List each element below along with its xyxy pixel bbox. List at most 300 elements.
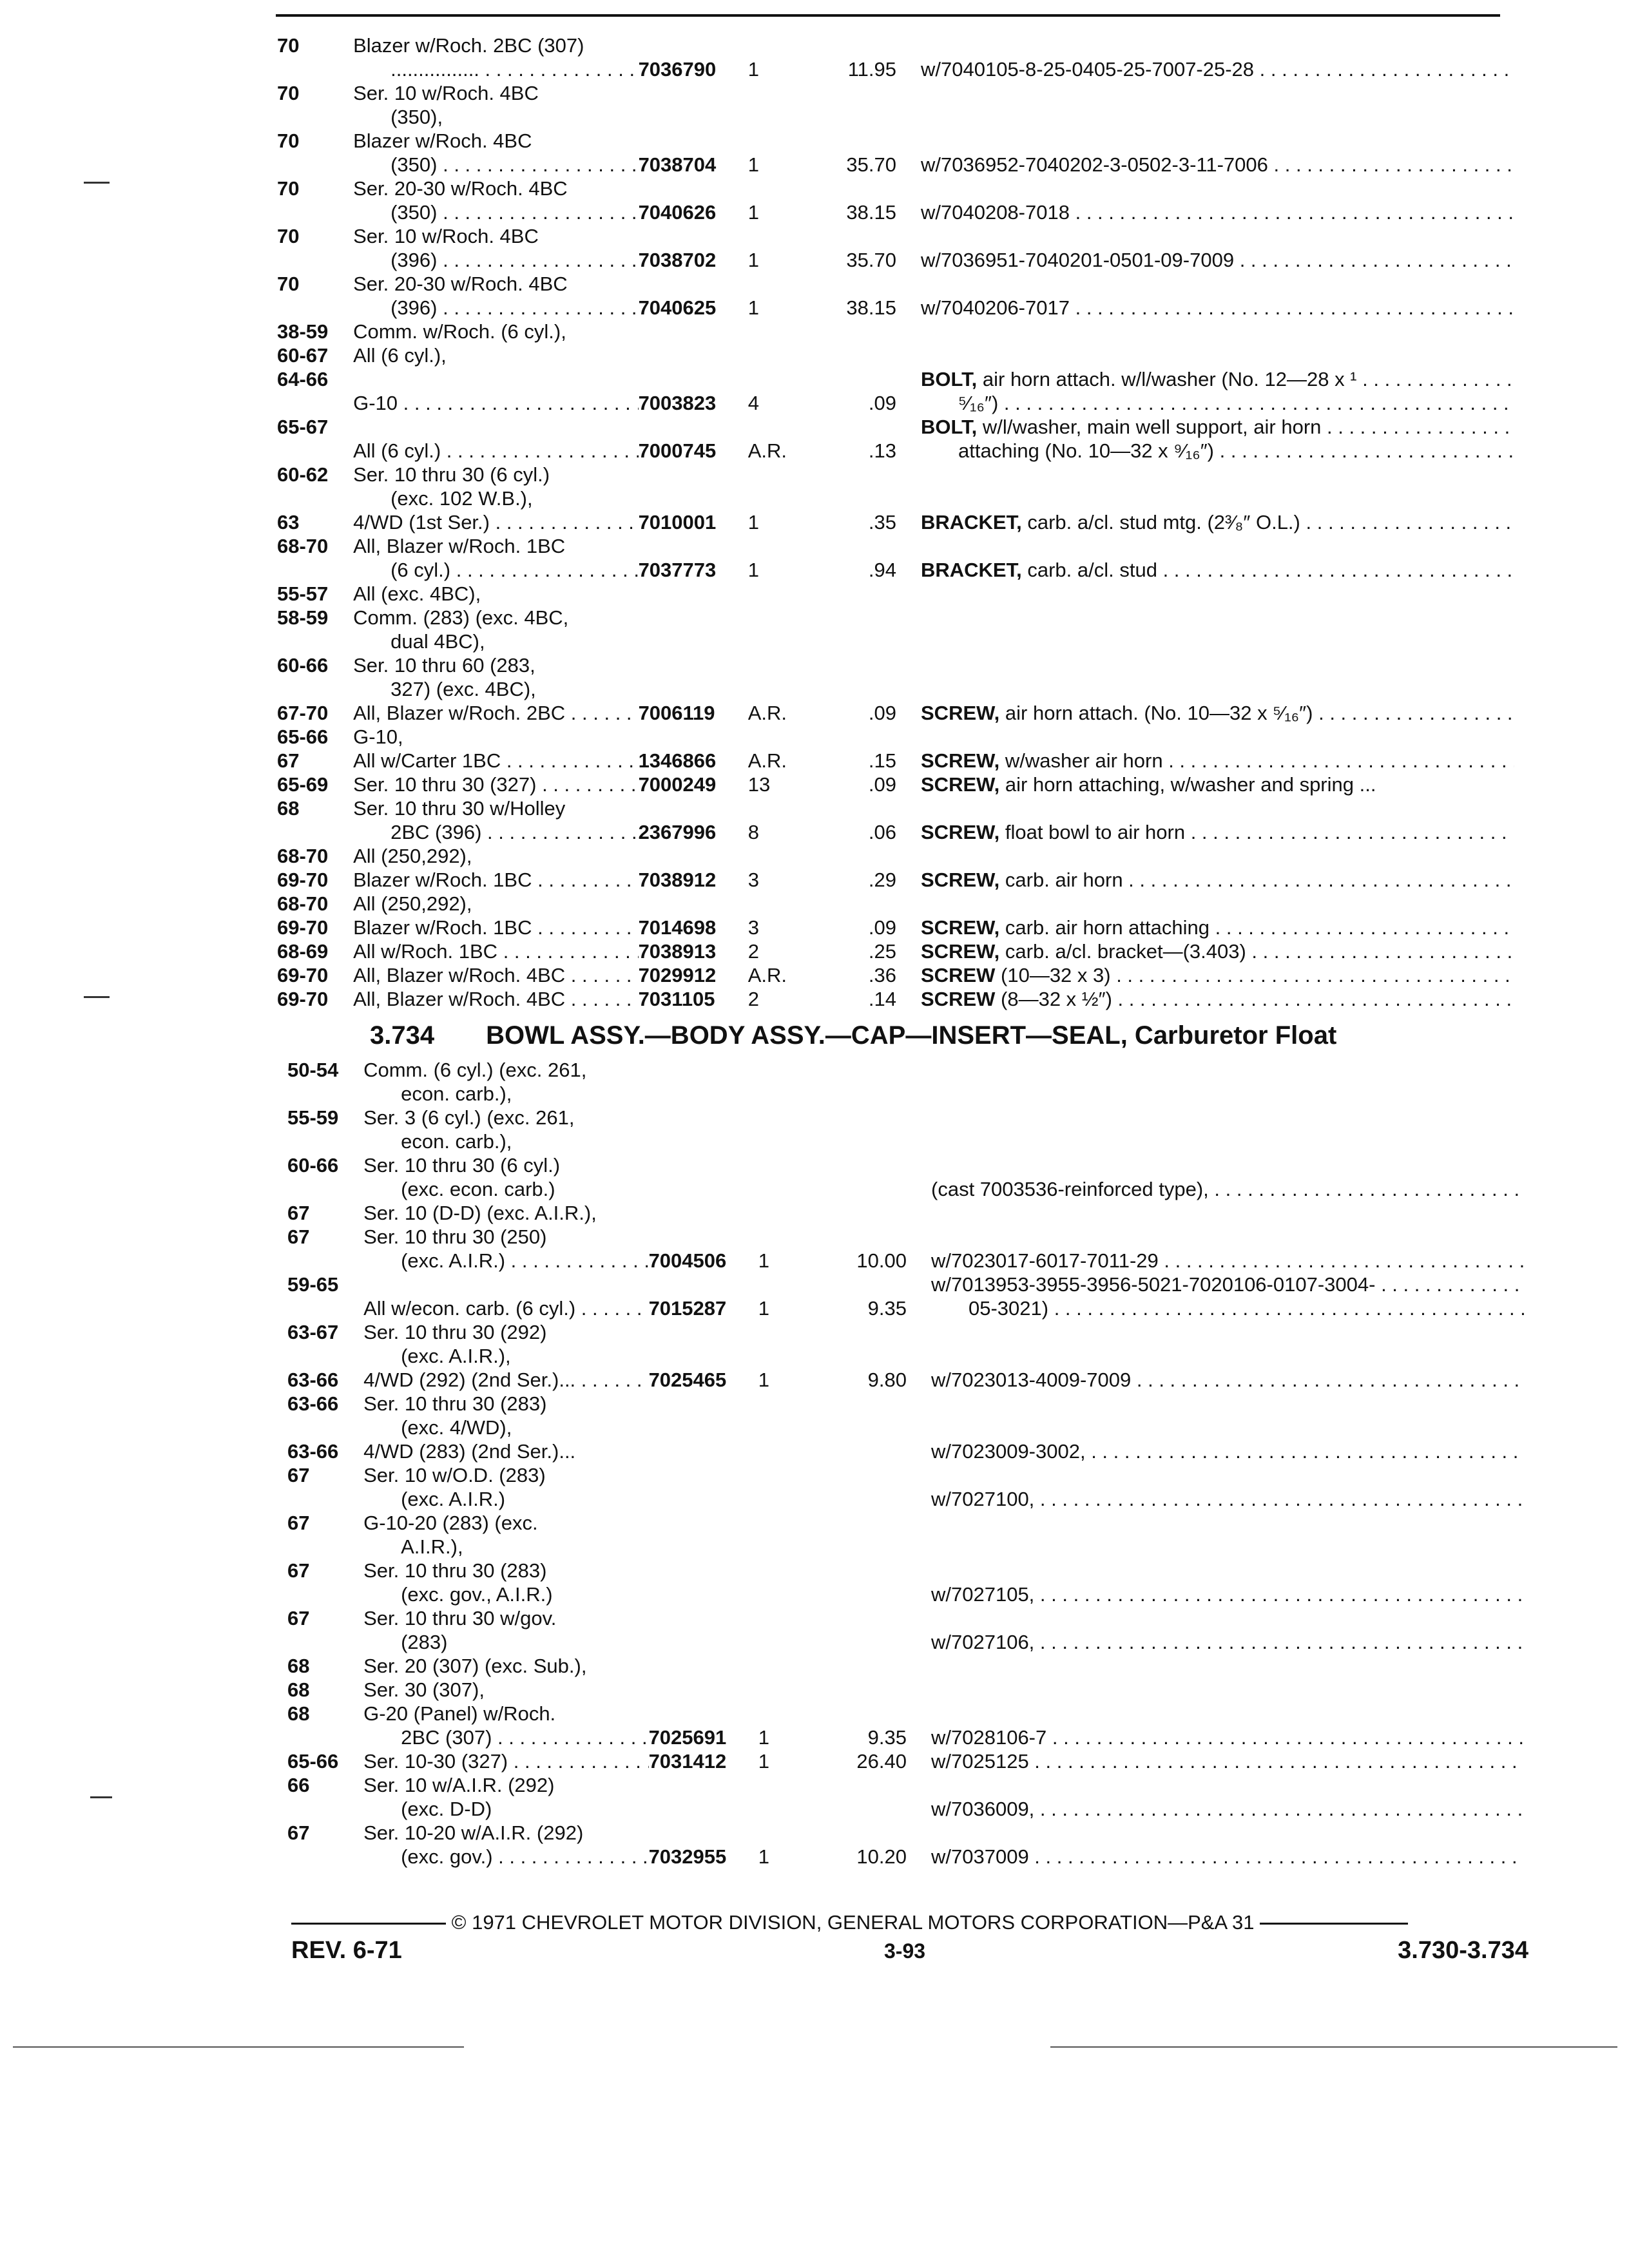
application [353,749,638,773]
description [921,963,1514,987]
description [931,1749,1525,1773]
year-range: 65-67 [277,416,329,438]
list-price: 11.95 [847,58,896,81]
description-line [921,57,1514,81]
application-line: (350) . . . [353,153,638,177]
part-number [649,1201,758,1225]
part-number: 7037773 [638,559,717,581]
list-price [810,1678,931,1702]
description-line [921,510,1514,534]
year-range: 60-62 [277,463,329,486]
application-line: A.I.R.), [401,1535,463,1558]
quantity [748,81,800,129]
description-line [921,987,1514,1011]
application [363,1749,648,1773]
year-range: 63 [277,511,300,533]
quantity: 13 [747,773,771,796]
description [921,844,1514,868]
year-range: 68-70 [277,845,329,867]
list-price: 35.70 [846,153,896,176]
quantity: A.R. [747,749,787,772]
part-row [277,34,1514,81]
application [353,844,638,868]
description [931,1368,1525,1392]
part-row [287,1153,1525,1201]
part-row [287,1273,1525,1320]
description-line [931,1439,1525,1463]
part-number: 7006119 [638,702,715,724]
description-line [931,1273,1525,1296]
part-number: 7031412 [648,1750,727,1773]
application [353,81,638,129]
footer [291,1937,1528,1969]
description-line [921,868,1514,892]
part-row [277,272,1514,320]
quantity: A.R. [747,702,787,724]
part-row [277,653,1514,701]
application-line: All, Blazer w/Roch. 2BC . . . . [353,701,638,725]
description-text: w/7025125 [931,1750,1029,1773]
description [931,1273,1525,1320]
description-text: w/7027100, [931,1488,1035,1510]
description-text: w/7023013-4009-7009 [931,1369,1132,1391]
part-number: 7038912 [638,869,717,891]
application-line: G-10 . . . [353,391,638,415]
description-line [921,820,1514,844]
description-line [931,1296,1525,1320]
description [921,81,1514,129]
application-line: (exc. gov.) . . . [363,1845,648,1869]
application-line: (396) . . . [353,248,638,272]
year-range: 65-69 [277,773,329,796]
part-type-keyword: SCREW, [921,869,1000,891]
description-line [921,749,1514,773]
year-range: 65-66 [277,726,329,748]
quantity [748,725,800,749]
list-price [810,1773,931,1821]
application [363,1201,648,1225]
quantity: A.R. [747,964,787,986]
parts-table [277,34,1514,1011]
list-price: 26.40 [856,1750,907,1773]
part-number: 7014698 [638,916,717,939]
part-row [277,534,1514,582]
application-line: Ser. 20 (307) (exc. Sub.), [363,1655,587,1677]
application [353,963,638,987]
description [921,320,1514,343]
description-text: w/7027105, [931,1583,1035,1606]
margin-mark [84,182,110,184]
list-price [800,892,921,916]
description-line [931,1845,1525,1869]
part-number [639,81,748,129]
part-number: 7036790 [638,58,717,81]
application [363,1225,648,1273]
quantity: 1 [758,1249,769,1272]
list-price [800,463,921,510]
year-range: 67 [287,1559,310,1582]
description-text: w/washer air horn [1005,749,1163,772]
part-row [287,1654,1525,1678]
application-line: All, Blazer w/Roch. 1BC [353,535,566,557]
year-range: 63-66 [287,1440,339,1463]
description [931,1058,1525,1106]
part-number: 7032955 [648,1845,727,1868]
list-price: .94 [868,559,896,581]
application-line: Ser. 10 thru 30 (292) [363,1321,547,1343]
part-number: 7003823 [638,392,717,414]
footer-rule-right [1260,1923,1408,1925]
application-line: (exc. econ. carb.) [401,1178,555,1200]
part-number [649,1773,758,1821]
year-range: 68-69 [277,940,329,963]
application [363,1821,648,1869]
part-type-keyword: BRACKET, [921,559,1022,581]
application-line: Comm. w/Roch. (6 cyl.), [353,320,566,343]
application-line: Blazer w/Roch. 4BC [353,130,532,152]
quantity [758,1058,810,1106]
application-line: Ser. 10 thru 30 (6 cyl.) [363,1154,561,1177]
application [363,1320,648,1368]
list-price: .06 [868,821,896,843]
quantity [758,1559,810,1606]
list-price: .15 [868,749,896,772]
description-text: w/7023009-3002, [931,1440,1086,1463]
application-line: 2BC (307) . . . [363,1725,648,1749]
description [931,1225,1525,1273]
year-range: 63-66 [287,1392,339,1415]
application [363,1392,648,1439]
part-row [277,987,1514,1011]
list-price [810,1654,931,1678]
application [353,343,638,367]
part-row [277,844,1514,868]
description-text: w/7036952-7040202-3-0502-3-11-7006 [921,153,1268,176]
application-line: G-20 (Panel) w/Roch. [363,1702,556,1725]
year-range: 67 [287,1821,310,1844]
application-line: econ. carb.), [401,1082,512,1105]
application [353,916,638,939]
quantity: 1 [747,201,759,224]
application-line: econ. carb.), [401,1130,512,1153]
list-price: 38.15 [846,201,896,224]
description-line [921,939,1514,963]
part-row [277,582,1514,606]
application [353,892,638,916]
year-range: 69-70 [277,869,329,891]
page-number: 3-93 [884,1939,926,1963]
application-line: (exc. 4/WD), [401,1416,512,1439]
list-price: .09 [868,773,896,796]
part-row [277,415,1514,463]
application-line: 327) (exc. 4BC), [390,678,536,700]
year-range: 68 [287,1655,310,1677]
margin-mark [84,996,110,998]
application-line: dual 4BC), [390,630,485,653]
part-number: 2367996 [638,821,717,843]
description-text: attaching (No. 10—32 x ⁹⁄₁₆″) [958,439,1215,462]
description [921,343,1514,367]
description [921,463,1514,510]
application [363,1654,648,1678]
quantity: 1 [747,153,759,176]
application [353,320,638,343]
year-range: 65-66 [287,1750,339,1773]
application-line: Ser. 20-30 w/Roch. 4BC [353,177,568,200]
part-row [277,367,1514,415]
description [921,129,1514,177]
year-range: 69-70 [277,964,329,986]
part-number [649,1392,758,1439]
part-row [287,1225,1525,1273]
year-range: 70 [277,225,300,247]
application-line: Ser. 10 thru 30 w/gov. [363,1607,557,1629]
quantity: 4 [747,392,759,414]
application [353,987,638,1011]
application [353,463,638,510]
part-row [277,892,1514,916]
footer-copyright-line [291,1911,1528,1934]
application-line: (exc. D-D) [401,1798,492,1820]
application [363,1106,648,1153]
list-price [810,1201,931,1225]
section-number: 3.734 [370,1021,435,1050]
application-line: (6 cyl.) . . . [353,558,638,582]
part-type-keyword: SCREW, [921,916,1000,939]
description-text: w/7013953-3955-3956-5021-7020106-0107-3004- [931,1273,1376,1296]
description-text: float bowl to air horn [1005,821,1186,843]
list-price [800,320,921,343]
application [353,653,638,701]
part-row [277,129,1514,177]
application [353,582,638,606]
description-line [931,1749,1525,1773]
part-row [277,320,1514,343]
description [921,939,1514,963]
application-line: 4/WD (292) (2nd Ser.)... . . . [363,1368,648,1392]
quantity: 1 [758,1845,769,1868]
application [353,773,638,796]
description [931,1773,1525,1821]
application [363,1773,648,1821]
description-line [931,1368,1525,1392]
part-number: 7000745 [638,439,717,462]
description-line [921,701,1514,725]
description [931,1511,1525,1559]
quantity [748,320,800,343]
year-range: 70 [277,273,300,295]
description-line [921,296,1514,320]
year-range: 68-70 [277,892,329,915]
description-text: w/7028106-7 [931,1726,1047,1749]
part-row [287,1702,1525,1749]
list-price [800,725,921,749]
part-number [639,463,748,510]
description [931,1654,1525,1678]
application-line: Blazer w/Roch. 1BC . . . [353,868,638,892]
quantity [748,343,800,367]
part-number [649,1153,758,1201]
parts-list-section-3730 [277,34,1514,1011]
list-price: .35 [868,511,896,533]
description-text: (8—32 x ½″) [1001,988,1112,1010]
list-price [800,844,921,868]
list-price [810,1439,931,1463]
list-price [800,606,921,653]
part-number [639,320,748,343]
year-range: 67 [287,1464,310,1486]
application [363,1368,648,1392]
application-line: Ser. 10 thru 30 (250) [363,1225,547,1248]
description [921,653,1514,701]
application-line: All, Blazer w/Roch. 4BC . . . . [353,963,638,987]
year-range: 67 [287,1202,310,1224]
parts-list-section-3734 [287,1058,1525,1869]
application-line: (350) . . . [353,200,638,224]
part-number: 7029912 [638,964,717,986]
description [931,1678,1525,1702]
part-row [287,1606,1525,1654]
year-range: 55-57 [277,582,329,605]
list-price [810,1106,931,1153]
part-row [277,81,1514,129]
part-number [649,1654,758,1678]
description-text: carb. air horn [1005,869,1123,891]
description [921,224,1514,272]
description [921,796,1514,844]
description-line [921,439,1514,463]
application-line: (exc. A.I.R.) [401,1488,506,1510]
year-range: 60-67 [277,344,329,367]
list-price: .25 [868,940,896,963]
application-line: (396) . . . [353,296,638,320]
quantity: 1 [758,1369,769,1391]
application [363,1678,648,1702]
quantity: 2 [747,988,759,1010]
description [921,892,1514,916]
quantity: 1 [747,58,759,81]
quantity: 1 [758,1750,769,1773]
application-line: All w/Roch. 1BC . . . [353,939,638,963]
quantity: 1 [747,249,759,271]
description-line [921,916,1514,939]
part-row [277,224,1514,272]
part-row [277,749,1514,773]
part-type-keyword: SCREW, [921,749,1000,772]
part-number [649,1106,758,1153]
application [353,725,638,749]
quantity: 2 [747,940,759,963]
description [931,1821,1525,1869]
description [921,749,1514,773]
list-price [810,1058,931,1106]
application [353,534,638,582]
application-line: Comm. (283) (exc. 4BC, [353,606,569,629]
list-price: .14 [868,988,896,1010]
application [363,1273,648,1320]
year-range: 69-70 [277,988,329,1010]
quantity [758,1654,810,1678]
section-range: 3.730-3.734 [1398,1937,1528,1964]
description [921,987,1514,1011]
application [353,34,638,81]
part-number [639,582,748,606]
part-number [649,1463,758,1511]
part-number [639,606,748,653]
quantity [758,1678,810,1702]
description-line [921,248,1514,272]
application [363,1463,648,1511]
description [921,534,1514,582]
part-type-keyword: SCREW, [921,940,1000,963]
part-number [639,343,748,367]
part-number [649,1439,758,1463]
description-line [921,963,1514,987]
year-range: 67 [287,1607,310,1629]
quantity [748,606,800,653]
application-line: Ser. 10 (D-D) (exc. A.I.R.), [363,1202,597,1224]
application-line: All (250,292), [353,845,472,867]
year-range: 69-70 [277,916,329,939]
application [353,701,638,725]
list-price [810,1511,931,1559]
description [921,868,1514,892]
application-line: Ser. 10 thru 30 (283) [363,1559,547,1582]
description [931,1106,1525,1153]
application [353,367,638,415]
list-price: .29 [868,869,896,891]
description-text: (10—32 x 3) [1001,964,1111,986]
margin-mark [90,1796,112,1798]
description-text: carb. a/cl. bracket—(3.403) [1005,940,1246,963]
description [931,1559,1525,1606]
list-price: .09 [868,916,896,939]
description-line [921,200,1514,224]
application-line: (exc. gov., A.I.R.) [401,1583,553,1606]
application [363,1058,648,1106]
year-range: 67-70 [277,702,329,724]
part-number [649,1678,758,1702]
year-range: 60-66 [277,654,329,677]
application [363,1511,648,1559]
quantity: 3 [747,869,759,891]
application-line: All (250,292), [353,892,472,915]
year-range: 67 [277,749,300,772]
list-price [800,81,921,129]
part-row [277,701,1514,725]
part-number [649,1058,758,1106]
description-line [931,1725,1525,1749]
part-row [277,773,1514,796]
part-number: 7004506 [648,1249,727,1272]
part-number: 7040625 [638,296,717,319]
description-text: air horn attach. (No. 10—32 x ⁵⁄₁₆″) [1005,702,1313,724]
list-price [810,1153,931,1201]
part-row [287,1773,1525,1821]
part-type-keyword: BOLT, [921,368,978,390]
quantity: A.R. [747,439,787,462]
quantity [758,1773,810,1821]
description-text: 05-3021) [969,1297,1049,1320]
description-line [921,367,1514,391]
application-line: Ser. 10 thru 30 (327) . . . [353,773,638,796]
application [353,868,638,892]
part-row [277,796,1514,844]
part-type-keyword: SCREW, [921,821,1000,843]
list-price: 35.70 [846,249,896,271]
part-type-keyword: SCREW [921,988,996,1010]
description-text: w/7040105-8-25-0405-25-7007-25-28 [921,58,1255,81]
